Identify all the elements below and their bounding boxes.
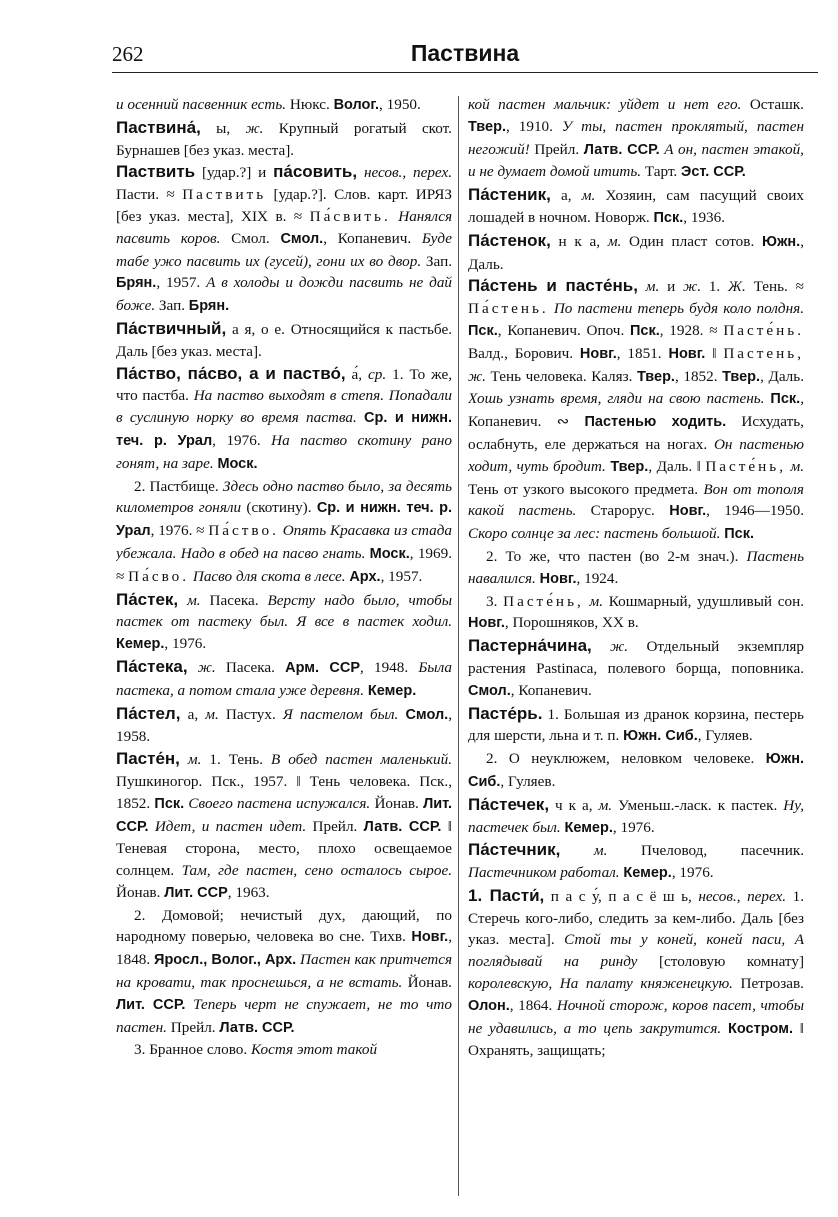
left-column [116,94,452,1194]
dictionary-entry: 2. Пастбище. Здесь одно паство было, за десять километров гоняли (скотину). Ср. и нижн. теч. р. Урал, 1976. ≈ Па́ство. Опять Красавка из стада убежала. Надо в обед на пасво гнать. Моск., 1969. ≈ Па́сво. Пасво для скота в лесе. Арх., 1957. [116,477,452,585]
running-head: Паствина [410,40,520,66]
dictionary-entry: Па́стеник, а, м. Хозяин, сам пасущий своих лошадей в ночном. Новорж. Пск., 1936. [468,185,804,226]
dictionary-entry: Пастерна́чина, ж. Отдельный экземпляр растения Pastinaca, полевого борща, поповника. Смол., Копаневич. [468,636,804,699]
dictionary-entry: Па́стек, м. Пасека. Версту надо было, чтобы пастек от пастеку был. Я все в пастек ходил. Кемер., 1976. [116,589,452,653]
dictionary-entry: Паствина́, ы, ж. Крупный рогатый скот. Бурнашев [без указ. места]. [116,117,452,159]
dictionary-entry: Пасте́н, м. 1. Тень. В обед пастен маленький. Пушкиногор. Пск., 1957. ‖ Тень человека. Пск., 1852. Пск. Своего пастена испужался. Йонав. Лит. ССР. Идет, и пастен идет. Прейл. Латв. ССР. ‖ Теневая сторона, место, плохо освещаемое солнцем. Там, где пастен, сено осталось сырое. Йонав. Лит. ССР, 1963. [116,749,452,901]
dictionary-entry: 2. То же, что пастен (во 2-м знач.). Пастень навалился. Новг., 1924. [468,547,804,587]
dictionary-entry: Па́стечек, ч к а, м. Уменьш.-ласк. к пастек. Ну, пастечек был. Кемер., 1976. [468,794,804,836]
dictionary-entry: 1. Пасти́, п а с у́, п а с ё ш ь, несов., перех. 1. Стеречь кого-либо, следить за кем-либо. Даль [без указ. места]. Стой ты у коней, коней паси, А поглядывай на ринду [столовую комнату] королевскую, На палату княженецкую. Петрозав. Олон., 1864. Ночной сторож, коров пасет, чтобы не удавились, а то цепь закрутится. Костром. ‖ Охранять, защищать; [468,885,804,1060]
header-rule [112,72,818,73]
dictionary-entry: Па́стека, ж. Пасека. Арм. ССР, 1948. Была пастека, а потом стала уже деревня. Кемер. [116,656,452,699]
right-column [468,94,804,1194]
dictionary-entry: Паствить [удар.?] и па́совить, несов., перех. Пасти. ≈ Паствить [удар.?]. Слов. карт. ИРЯЗ [без указ. места], XIX в. ≈ Па́свить. Нанялся пасвить коров. Смол. Смол., Копаневич. Буде табе ужо пасвить их (гусей), гони их во двор. Зап. Брян., 1957. А в холоды и дожди пасвить не дай боже. Зап. Брян. [116,162,452,315]
dictionary-entry: Па́ствичный, а я, о е. Относящийся к пастьбе. Даль [без указ. места]. [116,318,452,360]
dictionary-entry: 2. Домовой; нечистый дух, дающий, по народному поверью, человека во сне. Тихв. Новг., 1848. Яросл., Волог., Арх. Пастен как притчется на кровати, так проснешься, а не встать. Йонав. Лит. ССР. Теперь черт не спужает, не то что пастен. Прейл. Латв. ССР. [116,906,452,1036]
dictionary-entry: Па́стечник, м. Пчеловод, пасечник. Пастечником работал. Кемер., 1976. [468,840,804,882]
dictionary-entry: Па́стень и пасте́нь, м. и ж. 1. Ж. Тень. ≈ Па́стень. По пастени теперь будя коло полдня. Пск., Копаневич. Опоч. Пск., 1928. ≈ Пасте́нь. Валд., Борович. Новг., 1851. Новг. ‖ Пастень, ж. Тень человека. Каляз. Твер., 1852. Твер., Даль. Хошь узнать время, гляди на свою пастень. Пск., Копаневич. ∾ Пастенью ходить. Исхудать, ослабнуть, еле держаться на ногах. Он пастенью ходит, чуть бродит. Твер., Даль. ‖ Пасте́нь, м. Тень от узкого высокого предмета. Вон от тополя какой пастень. Старорус. Новг., 1946—1950. Скоро солнце за лес: пастень большой. Пск. [468,276,804,543]
page-number: 262 [112,42,144,66]
dictionary-entry: 3. Пасте́нь, м. Кошмарный, удушливый сон. Новг., Порошняков, XX в. [468,592,804,632]
dictionary-entry: Па́ство, па́сво, а и паство́, а́, ср. 1. То же, что пастба. На паство выходят в степя. Попадали в суслиную норку во время паства. Ср. и нижн. теч. р. Урал, 1976. На паство скотину рано гонят, на заре. Моск. [116,363,452,472]
dictionary-entry: 3. Бранное слово. Костя этот такой [134,1041,378,1059]
dictionary-entry: и осенний пасвенник есть. Нюкс. Волог., 1950. [116,96,421,113]
dictionary-entry: кой пастен мальчик: уйдет и нет его. Осташк. Твер., 1910. У ты, пастен проклятый, пастен негожий! Прейл. Латв. ССР. А он, пастен этакой, и не думает домой итить. Тарт. Эст. ССР. [468,96,804,181]
dictionary-entry: Па́стенок, н к а, м. Один пласт сотов. Южн., Даль. [468,230,804,273]
column-divider [458,96,459,1196]
dictionary-entry: Па́стел, а, м. Пастух. Я пастелом был. Смол., 1958. [116,703,452,746]
page-header [112,38,818,78]
dictionary-entry: Пасте́рь. 1. Большая из дранок корзина, пестерь для шерсти, льна и т. п. Южн. Сиб., Гуляев. [468,703,804,745]
dictionary-entry: 2. О неуклюжем, неловком человеке. Южн. Сиб., Гуляев. [468,750,804,790]
